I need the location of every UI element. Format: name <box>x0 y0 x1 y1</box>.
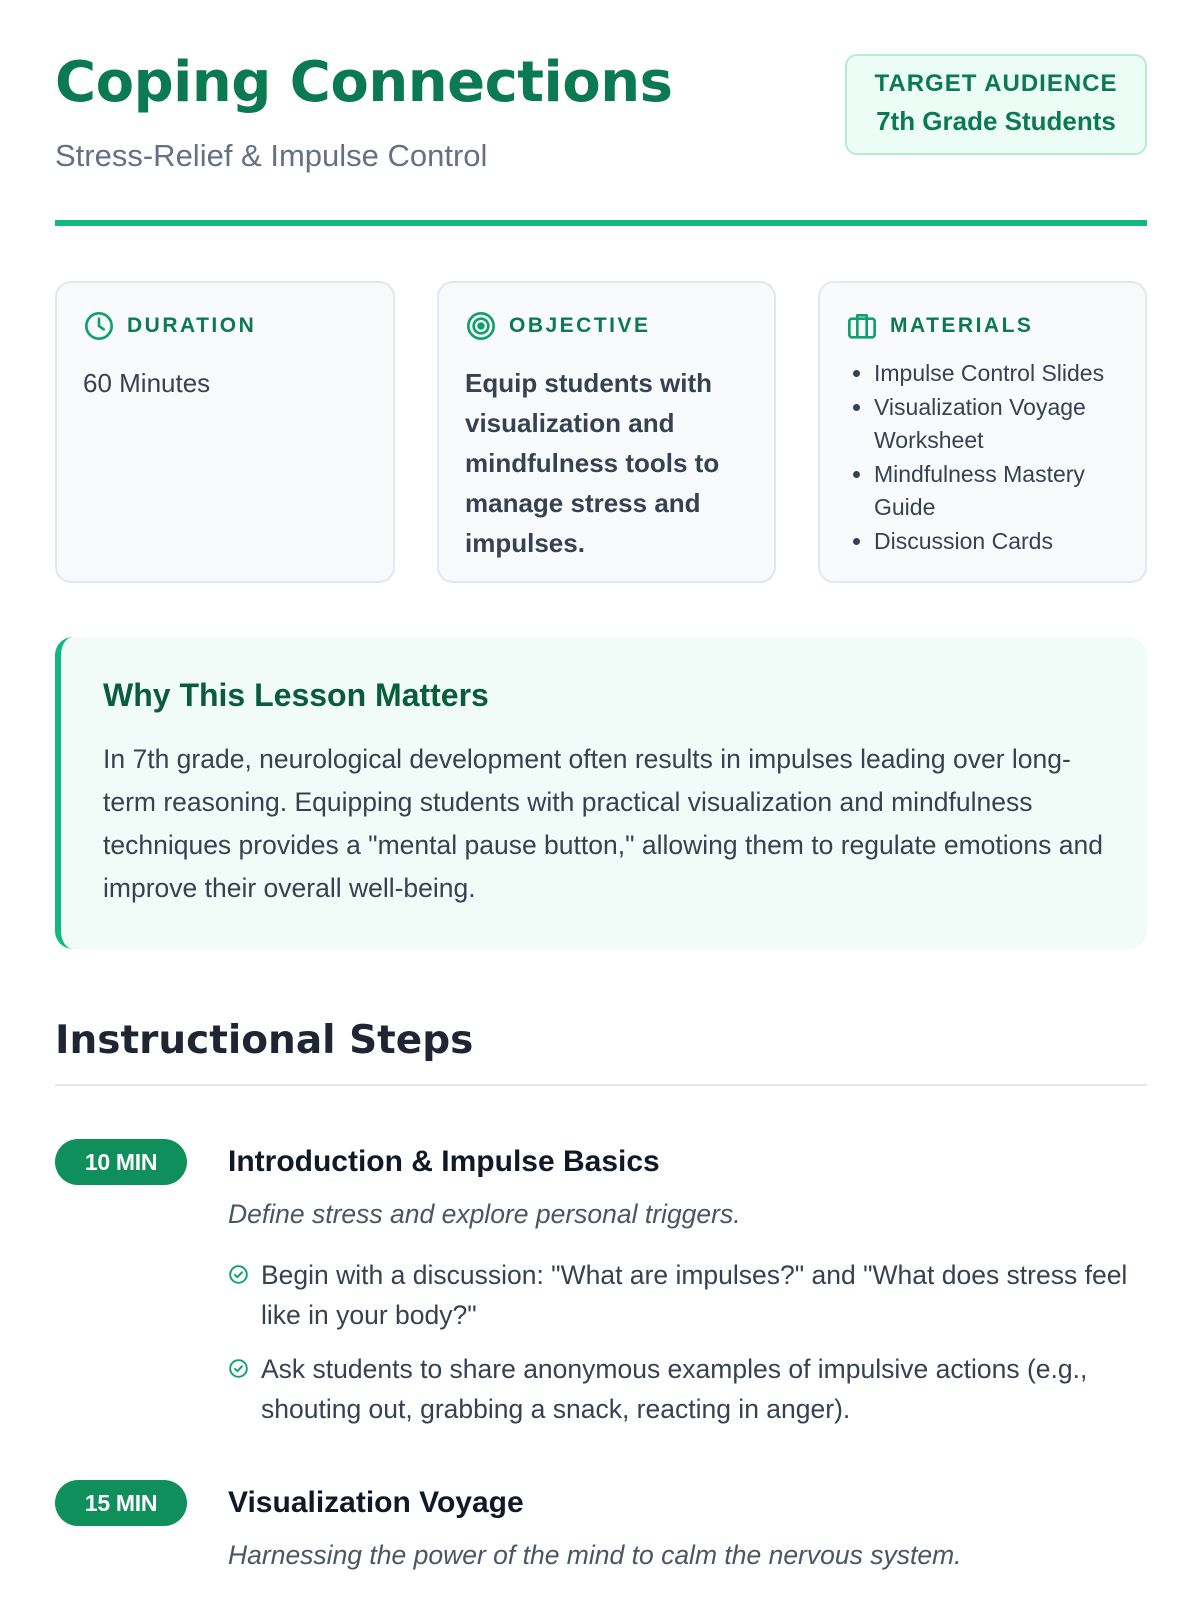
why-section <box>55 637 1147 949</box>
step-1-title: Introduction & Impulse Basics <box>228 1145 660 1178</box>
list-item: • Mindfulness Mastery Guide <box>874 458 1119 525</box>
why-title: Why This Lesson Matters <box>103 677 489 713</box>
list-item: • Visualization Voyage Worksheet <box>874 391 1119 458</box>
audience-value: 7th Grade Students <box>876 106 1116 136</box>
bullet-text: Begin with a discussion: "What are impulses?" and "What does stress feel like in your body?" <box>261 1260 1128 1330</box>
bullet-text: Ask students to share anonymous examples of impulsive actions (e.g., shouting out, grabbing a snack, reacting in anger). <box>261 1354 1088 1424</box>
objective-title: OBJECTIVE <box>509 314 651 337</box>
duration-value: 60 Minutes <box>83 368 211 398</box>
step-1-bullet-2 <box>228 1349 1143 1429</box>
header-divider <box>55 220 1147 226</box>
list-item: • Discussion Cards <box>874 525 1119 559</box>
why-text: In 7th grade, neurological development often results in impulses leading over long-term reasoning. Equipping students with practical visualization and mindfulness techniques provides a "mental pause button," allowing them to regulate emotions and improve their overall well-being. <box>103 744 1103 903</box>
check-circle-icon <box>228 1358 249 1379</box>
objective-card <box>437 281 776 583</box>
step-1-bullet-1 <box>228 1255 1143 1335</box>
step-1-time-badge: 10 MIN <box>55 1139 187 1185</box>
step-1-description: Define stress and explore personal triggers. <box>228 1199 741 1229</box>
duration-card <box>55 281 395 583</box>
target-icon <box>465 310 497 342</box>
check-circle-icon <box>228 1264 249 1285</box>
briefcase-icon <box>846 310 878 342</box>
materials-card <box>818 281 1147 583</box>
step-2-description: Harnessing the power of the mind to calm the nervous system. <box>228 1540 962 1570</box>
objective-text: Equip students with visualization and mindfulness tools to manage stress and impulses. <box>465 368 720 558</box>
steps-divider <box>55 1084 1147 1086</box>
list-item: • Impulse Control Slides <box>874 357 1119 391</box>
clock-icon <box>83 310 115 342</box>
step-2-time-badge: 15 MIN <box>55 1480 187 1526</box>
step-2-title: Visualization Voyage <box>228 1486 524 1519</box>
page-title: Coping Connections <box>55 50 673 115</box>
target-audience-badge <box>845 54 1147 155</box>
duration-title: DURATION <box>127 314 257 337</box>
steps-heading: Instructional Steps <box>55 1018 474 1063</box>
materials-list <box>846 357 1119 558</box>
materials-title: MATERIALS <box>890 314 1034 337</box>
audience-label: TARGET AUDIENCE <box>874 70 1118 97</box>
page-subtitle: Stress-Relief & Impulse Control <box>55 138 488 173</box>
